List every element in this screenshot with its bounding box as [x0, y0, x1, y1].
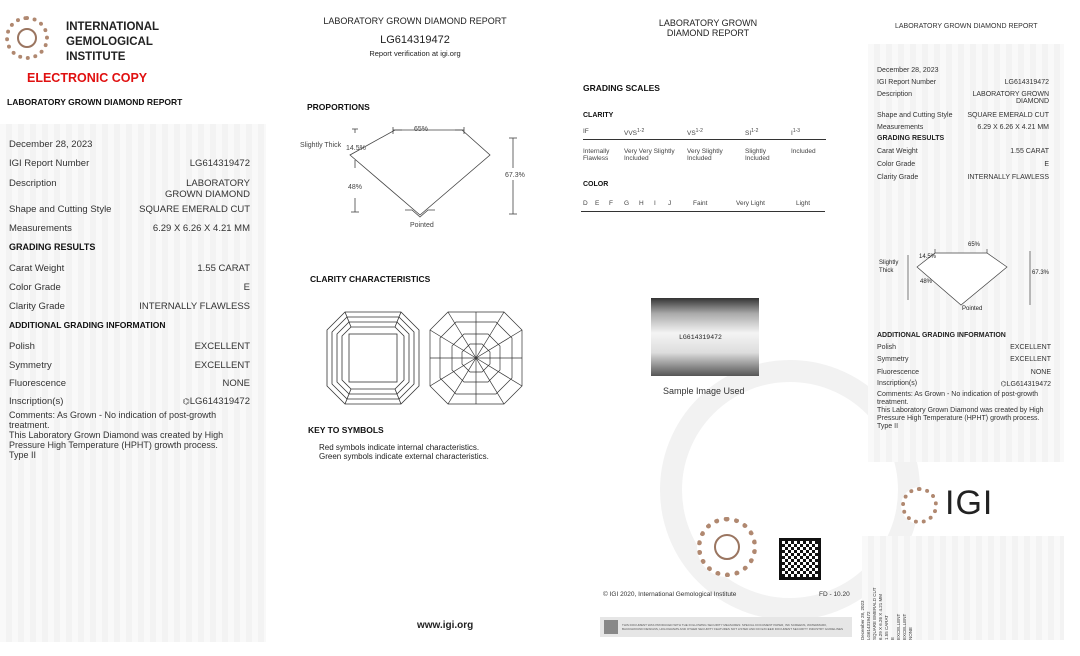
field-value: EXCELLENT	[194, 360, 250, 371]
igi-logo-text: IGI	[945, 484, 994, 522]
depth-percentage: 67.3%	[505, 172, 525, 179]
inscription-text: LG614319472	[679, 334, 722, 341]
pavilion-percentage: 48%	[920, 279, 933, 285]
grading-row	[9, 263, 250, 274]
diamond-profile	[350, 130, 490, 215]
field-value: LABORATORY GROWN DIAMOND	[165, 178, 250, 200]
stub-polish: EXCELLENT	[896, 613, 901, 640]
field-row	[9, 223, 250, 234]
additional-row	[9, 378, 250, 389]
color-grade: I	[654, 200, 656, 207]
diamond-type: Type II	[877, 423, 899, 430]
clarity-desc: Very Very Slightly Included	[624, 148, 675, 162]
comments-text: Comments: As Grown - No indication of post-growth treatment.	[877, 391, 1039, 406]
color-grade: E	[595, 200, 600, 207]
clarity-characteristics-heading: CLARITY CHARACTERISTICS	[310, 274, 431, 284]
field-row	[9, 204, 250, 215]
clarity-grade: $I^{1-3}$	[791, 128, 801, 138]
field-label: Color Grade	[9, 282, 61, 293]
color-grade: F	[609, 200, 613, 207]
key-to-symbols-heading: KEY TO SYMBOLS	[308, 425, 384, 435]
key-green: Green symbols indicate external characteristics.	[319, 452, 489, 461]
field-row	[9, 158, 250, 169]
document-icon	[604, 620, 618, 634]
field-label: Fluorescence	[877, 369, 920, 376]
verification-link[interactable]: Report verification at igi.org	[369, 49, 461, 58]
table-percentage: 65%	[968, 242, 981, 248]
report-type: LABORATORY GROWN DIAMOND REPORT	[7, 97, 183, 107]
clarity-desc: Internally Flawless	[583, 148, 610, 162]
additional-grading-heading: ADDITIONAL GRADING INFORMATION	[877, 332, 1006, 339]
key-red: Red symbols indicate internal characteristics.	[319, 443, 480, 452]
grading-row	[877, 174, 1049, 181]
proportions-heading: PROPORTIONS	[307, 102, 370, 112]
field-row	[9, 178, 250, 200]
qr-code[interactable]	[779, 538, 821, 580]
igi-inscription-icon: ⌬	[1000, 381, 1007, 388]
additional-row	[877, 380, 1051, 388]
clarity-grade: VVS$^{1-2}$	[624, 128, 645, 138]
stub-date: December 28, 2023	[860, 600, 865, 640]
clarity-desc: Included	[791, 148, 816, 155]
field-value: INTERNALLY FLAWLESS	[139, 301, 250, 312]
form-code: FD - 10.20	[819, 591, 850, 598]
additional-row	[9, 360, 250, 371]
security-text: THIS DOCUMENT WAS PRODUCED WITH THE FOLLOWING SECURITY MEASURES: SPECIAL DOCUMENT PAPER, INK SCREENS, WATERMARK, BACKGROUND DESIGNS, HOLOGRAMS AND OTHER SECURITY FEATURES NOT LISTED AND DO EXCEED DOCUMENT SECURITY INDUSTRY GUIDELINES	[622, 623, 843, 631]
igi-inscription-icon: ⌬	[182, 397, 190, 406]
org-line: GEMOLOGICAL	[66, 36, 153, 48]
field-row	[877, 91, 1049, 105]
field-label: Measurements	[877, 124, 924, 131]
field-value: EXCELLENT	[1010, 356, 1051, 363]
field-label: Description	[9, 178, 57, 189]
clarity-grade: VS$^{1-2}$	[687, 128, 703, 138]
field-label: Measurements	[9, 223, 72, 234]
field-label: Color Grade	[877, 161, 916, 168]
girdle-label: Slightly Thick	[300, 142, 342, 149]
field-label: Shape and Cutting Style	[9, 204, 112, 215]
field-row	[877, 124, 1049, 131]
diamond-type: Type II	[9, 450, 37, 460]
field-label: Clarity Grade	[9, 301, 65, 312]
clarity-scale	[583, 128, 826, 162]
field-label: Shape and Cutting Style	[877, 112, 953, 119]
org-line: INSTITUTE	[66, 51, 126, 63]
culet-label: Pointed	[962, 306, 983, 312]
field-value: SQUARE EMERALD CUT	[139, 204, 250, 215]
color-grade: G	[624, 200, 630, 207]
grading-row	[9, 282, 250, 293]
field-label: Clarity Grade	[877, 174, 919, 181]
field-value: LG614319472	[189, 158, 250, 169]
color-grade: D	[583, 200, 588, 207]
field-value: 1.55 CARAT	[197, 263, 250, 274]
grading-results-heading: GRADING RESULTS	[9, 242, 96, 252]
electronic-copy-label: ELECTRONIC COPY	[27, 71, 148, 85]
field-value: E	[1044, 161, 1049, 168]
additional-grading-heading: ADDITIONAL GRADING INFORMATION	[9, 320, 166, 330]
clarity-desc: Very Slightly Included	[687, 148, 723, 162]
scales-title	[640, 18, 776, 38]
field-value: LG614319472	[189, 396, 250, 407]
grading-row	[877, 161, 1049, 168]
field-value: LG614319472	[1004, 79, 1049, 86]
report-title: LABORATORY GROWN DIAMOND REPORT	[323, 16, 507, 26]
color-scale-heading: COLOR	[583, 181, 609, 188]
clarity-grade: SI$^{1-2}$	[745, 128, 759, 138]
stub-measurements: 6.29 X 6.26 X 4.21 MM	[878, 593, 883, 640]
copyright: © IGI 2020, International Gemological Institute	[603, 591, 737, 598]
clarity-desc: Slightly Included	[745, 148, 770, 162]
field-value: E	[243, 282, 250, 293]
additional-row	[877, 369, 1051, 376]
field-row	[877, 79, 1049, 86]
field-label: Carat Weight	[877, 148, 918, 155]
rotated-stub-details	[860, 536, 914, 640]
igi-seal-small	[901, 487, 938, 524]
field-value: LG614319472	[1006, 381, 1051, 388]
field-value: EXCELLENT	[194, 341, 250, 352]
stub-report-number: LG614319472	[866, 611, 871, 640]
field-label: Carat Weight	[9, 263, 65, 274]
field-label: IGI Report Number	[9, 158, 90, 169]
growth-process-text: This Laboratory Grown Diamond was created by High Pressure High Temperature (HPHT) growth process.	[9, 430, 224, 450]
additional-row	[877, 356, 1051, 363]
igi-seal-large	[697, 517, 757, 577]
website-link[interactable]: www.igi.org	[417, 620, 474, 631]
field-label: IGI Report Number	[877, 79, 937, 86]
field-value: 6.29 X 6.26 X 4.21 MM	[152, 223, 250, 234]
field-value: NONE	[222, 378, 250, 389]
pavilion-view-plot	[428, 310, 524, 406]
color-grade: J	[668, 200, 672, 207]
field-value: LABORATORY GROWN DIAMOND	[972, 91, 1049, 105]
grading-row	[9, 301, 250, 312]
stub-shape: SQUARE EMERALD CUT	[872, 587, 877, 640]
field-label: Polish	[9, 341, 35, 352]
color-grade: Faint	[693, 200, 708, 207]
right-report-title: LABORATORY GROWN DIAMOND REPORT	[895, 23, 1038, 30]
comments	[9, 410, 249, 460]
grading-row	[877, 148, 1049, 155]
growth-process-text: This Laboratory Grown Diamond was created by High Pressure High Temperature (HPHT) growth process.	[877, 407, 1044, 422]
field-label: Symmetry	[877, 356, 909, 363]
sample-caption: Sample Image Used	[663, 386, 745, 396]
comments-text: Comments: As Grown - No indication of post-growth treatment.	[9, 410, 217, 430]
field-value: 6.29 X 6.26 X 4.21 MM	[977, 124, 1049, 131]
color-grade: Very Light	[736, 200, 765, 207]
additional-row	[877, 344, 1051, 351]
crown-percentage: 14.5%	[919, 254, 937, 260]
right-date: December 28, 2023	[877, 67, 939, 74]
field-value: INTERNALLY FLAWLESS	[967, 174, 1049, 181]
grading-scales-heading: GRADING SCALES	[583, 83, 660, 93]
table-percentage: 65%	[414, 126, 429, 133]
field-label: Symmetry	[9, 360, 52, 371]
clarity-scale-heading: CLARITY	[583, 112, 614, 119]
field-row	[877, 112, 1049, 119]
stub-symmetry: EXCELLENT	[902, 613, 907, 640]
scales-title-line: DIAMOND REPORT	[666, 28, 750, 38]
field-value: 1.55 CARAT	[1010, 148, 1049, 155]
stub-color: E	[890, 636, 895, 640]
field-value: EXCELLENT	[1010, 344, 1051, 351]
inscription-sample-image	[651, 298, 759, 376]
field-label: Fluorescence	[9, 378, 67, 389]
scales-title-line: LABORATORY GROWN	[658, 18, 758, 28]
field-label: Polish	[877, 344, 897, 351]
additional-row	[9, 396, 250, 407]
right-comments	[877, 391, 1057, 431]
org-line: INTERNATIONAL	[66, 21, 160, 33]
crown-view-plot	[325, 310, 421, 406]
color-grade: H	[639, 200, 644, 207]
field-label: Inscription(s)	[877, 380, 918, 387]
additional-row	[9, 341, 250, 352]
security-banner	[600, 617, 852, 637]
pavilion-percentage: 48%	[348, 184, 363, 191]
org-name	[66, 20, 159, 65]
girdle-label: Slightly Thick	[879, 260, 899, 274]
field-value: NONE	[1030, 369, 1051, 376]
stub-fluorescence: NONE	[908, 626, 913, 640]
color-scale	[581, 200, 825, 212]
grading-results-heading: GRADING RESULTS	[877, 135, 945, 142]
field-label: Description	[877, 91, 913, 98]
crown-percentage: 14.5%	[346, 145, 366, 152]
culet-label: Pointed	[410, 222, 434, 229]
field-value: SQUARE EMERALD CUT	[967, 112, 1049, 119]
igi-seal-logo	[5, 16, 49, 60]
report-date: December 28, 2023	[9, 139, 93, 150]
field-label: Inscription(s)	[9, 396, 64, 407]
depth-percentage: 67.3%	[1032, 270, 1050, 276]
stub-carat: 1.55 CARAT	[884, 615, 889, 640]
report-number: LG614319472	[380, 34, 450, 46]
color-grade: Light	[796, 200, 811, 207]
clarity-grade: IF	[583, 128, 589, 135]
